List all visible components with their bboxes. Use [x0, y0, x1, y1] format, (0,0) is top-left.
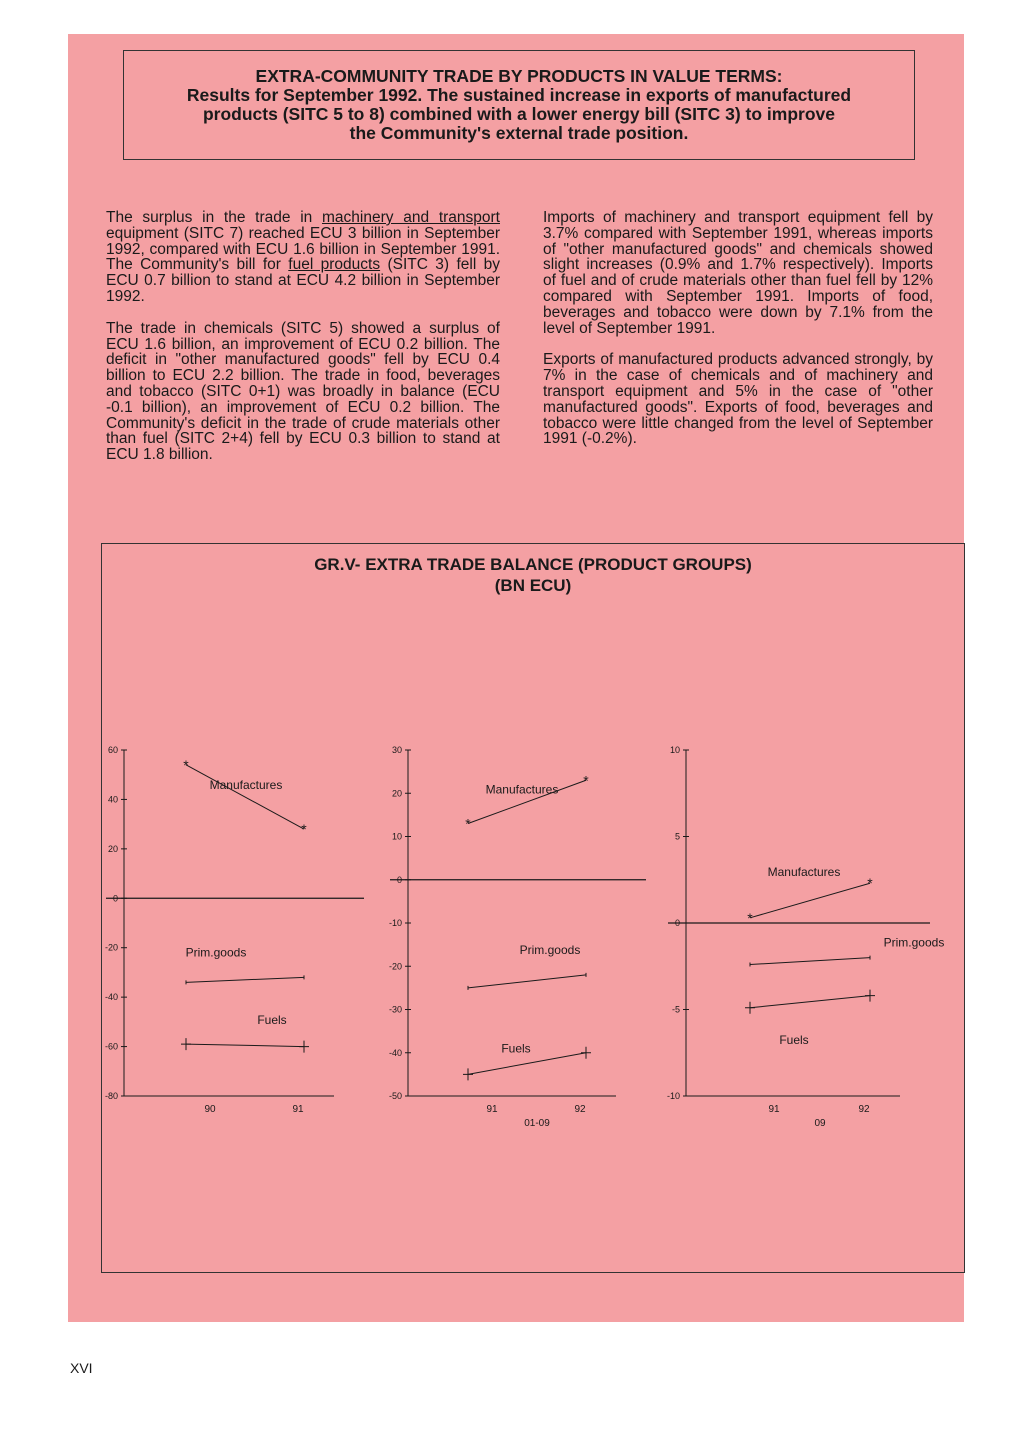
- asterisk-marker: *: [301, 821, 307, 838]
- plus-marker: [463, 1068, 473, 1080]
- underlined-term: machinery and transport: [322, 209, 500, 226]
- series-line-prim-goods: [468, 975, 586, 988]
- y-tick-label: -80: [104, 1091, 118, 1101]
- y-tick-label: 20: [391, 788, 402, 799]
- series-label: Manufactures: [209, 777, 283, 792]
- series-line-manufactures: [186, 765, 304, 829]
- asterisk-marker: *: [583, 772, 589, 789]
- y-tick-label: 60: [107, 745, 118, 755]
- series-line-fuels: [750, 996, 870, 1008]
- plus-marker: [745, 1002, 755, 1014]
- title-box: [123, 50, 915, 160]
- series-label: Fuels: [779, 1032, 809, 1047]
- series-line-manufactures: [750, 883, 870, 918]
- series-line-fuels: [468, 1053, 586, 1075]
- asterisk-marker: *: [183, 756, 189, 773]
- series-line-prim-goods: [750, 958, 870, 965]
- x-axis-label: 01-09: [524, 1118, 550, 1129]
- plus-marker: [299, 1041, 309, 1053]
- right-paragraph-2: Exports of manufactured products advanced strongly, by 7% in the case of chemicals and of machinery and transport equipment and 5% in the case of "other manufactured goods". Exports of food, beverages and tobacco were little changed from the level of September 1991 (-0.2%).: [543, 351, 933, 448]
- underlined-term: fuel products: [288, 256, 381, 274]
- y-tick-label: -10: [388, 918, 402, 928]
- left-paragraph-1: [106, 210, 500, 305]
- y-tick-label: -20: [388, 961, 402, 972]
- x-axis-label: 09: [814, 1118, 826, 1129]
- plus-marker: [581, 1047, 591, 1059]
- y-tick-label: 0: [112, 893, 118, 904]
- x-tick-label: 91: [292, 1104, 304, 1115]
- series-label: Manufactures: [485, 782, 559, 797]
- series-line-fuels: [186, 1044, 304, 1046]
- series-label: Prim.goods: [185, 945, 247, 960]
- asterisk-marker: *: [465, 815, 471, 832]
- chart-box: [101, 543, 965, 1273]
- y-tick-label: 0: [396, 874, 402, 885]
- y-tick-label: 40: [107, 794, 118, 805]
- y-tick-label: -30: [388, 1004, 402, 1015]
- y-tick-label: -40: [388, 1047, 402, 1058]
- title-line-3: products (SITC 5 to 8) combined with a lower energy bill (SITC 3) to improve: [202, 104, 836, 124]
- text-run: The surplus in the trade in: [106, 209, 323, 226]
- y-tick-label: -50: [388, 1091, 402, 1101]
- asterisk-marker: *: [867, 875, 873, 892]
- charts-svg: [102, 544, 966, 1274]
- left-paragraph-2: The trade in chemicals (SITC 5) showed a surplus of ECU 1.6 billion, an improvement of ECU 0.2 billion. The deficit in "other manufactured goods" fell by ECU 0.4 billion to ECU 2.2 billion. The trade in food, beverages and tobacco (SITC 0+1) was broadly in balance (ECU -0.1 billion), an improvement of ECU 0.2 billion. The Community's deficit in the trade of crude materials other than fuel (SITC 2+4) fell by ECU 0.3 billion to stand at ECU 1.8 billion.: [106, 319, 500, 464]
- series-label: Prim.goods: [883, 935, 945, 950]
- page-number: XVI: [70, 1360, 93, 1376]
- chart-title-line-1: GR.V- EXTRA TRADE BALANCE (PRODUCT GROUPS): [314, 555, 752, 574]
- series-line-prim-goods: [186, 977, 304, 982]
- y-tick-label: 10: [669, 745, 680, 755]
- y-tick-label: 5: [674, 831, 680, 842]
- y-tick-label: -10: [666, 1091, 680, 1101]
- x-tick-label: 92: [574, 1104, 586, 1115]
- title-line-1: EXTRA-COMMUNITY TRADE BY PRODUCTS IN VALUE TERMS:: [255, 66, 783, 86]
- series-label: Manufactures: [767, 864, 841, 879]
- text-run: equipment (SITC 7) reached ECU 3 billion in September 1992, compared with ECU 1.6 billion in September 1991. The Community's bill for: [106, 224, 500, 274]
- y-tick-label: -20: [104, 942, 118, 953]
- title-line-4: the Community's external trade position.: [349, 123, 689, 143]
- left-column: [106, 210, 500, 479]
- y-tick-label: 10: [391, 831, 402, 842]
- y-tick-label: 20: [107, 843, 118, 854]
- series-label: Prim.goods: [519, 942, 581, 957]
- right-column: [543, 210, 933, 463]
- y-tick-label: -5: [671, 1004, 680, 1015]
- y-tick-label: 0: [674, 918, 680, 928]
- plus-marker: [865, 990, 875, 1002]
- y-tick-label: 30: [391, 745, 402, 755]
- asterisk-marker: *: [747, 909, 753, 926]
- x-tick-label: 91: [486, 1104, 498, 1115]
- y-tick-label: -60: [104, 1041, 118, 1052]
- chart-title-line-2: (BN ECU): [494, 576, 572, 595]
- x-tick-label: 92: [858, 1104, 870, 1115]
- text-run: (SITC 3) fell by ECU 0.7 billion to stand at ECU 4.2 billion in September 1992.: [106, 256, 500, 305]
- series-label: Fuels: [257, 1013, 287, 1028]
- title-line-2: Results for September 1992. The sustained increase in exports of manufactured: [186, 85, 852, 105]
- x-tick-label: 90: [204, 1104, 216, 1115]
- plus-marker: [181, 1038, 191, 1050]
- x-tick-label: 91: [768, 1104, 780, 1115]
- right-paragraph-1: Imports of machinery and transport equipment fell by 3.7% compared with September 1991, whereas imports of "other manufactured goods" and chemicals showed slight increases (0.9% and 1.7% respectively). Imports of fuel and of crude materials other than fuel fell by 12% compared with September 1991. Imports of food, beverages and tobacco were down by 7.1% from the level of September 1991.: [543, 209, 933, 337]
- series-label: Fuels: [501, 1041, 531, 1056]
- y-tick-label: -40: [104, 992, 118, 1003]
